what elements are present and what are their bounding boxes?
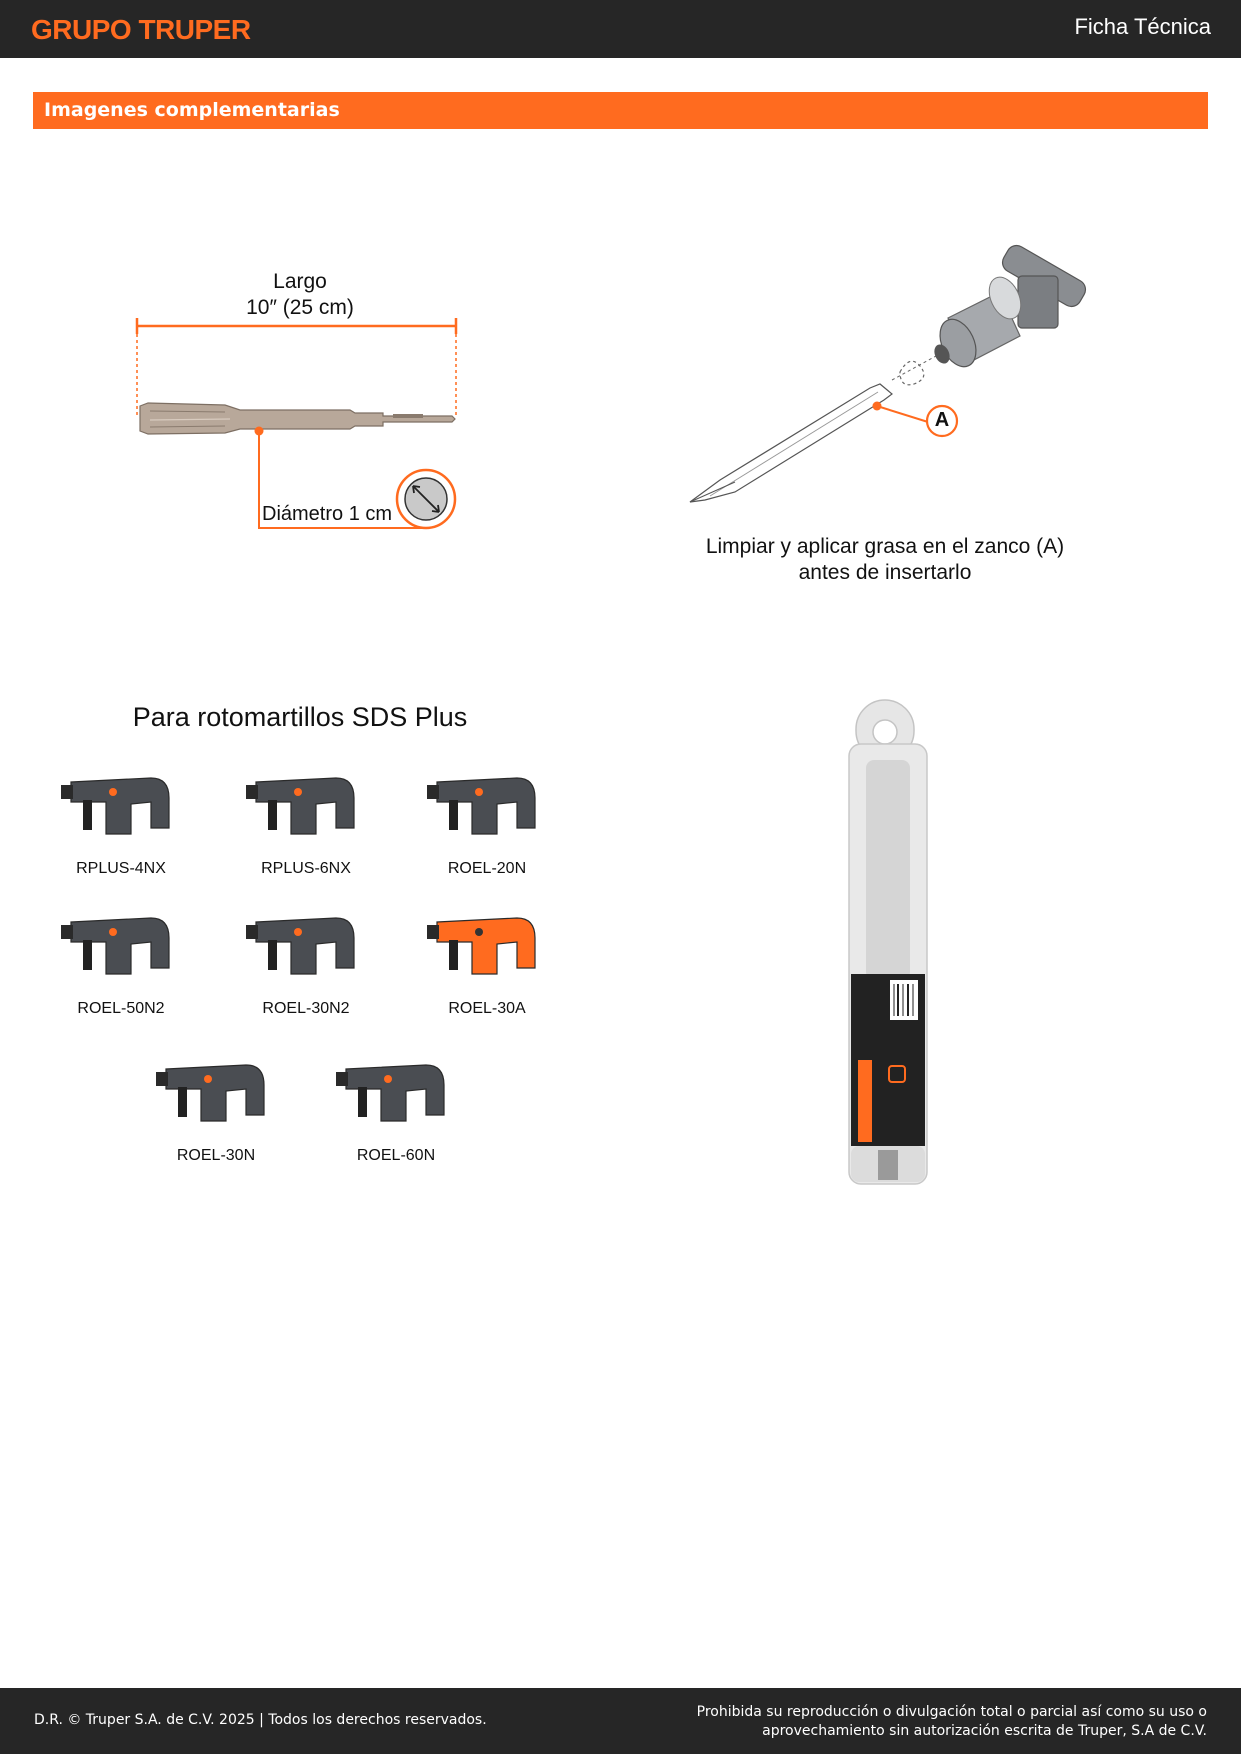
legal-notice-line-1: Prohibida su reproducción o divulgación total o parcial así como su uso o [696,1704,1207,1720]
length-value: 10″ (25 cm) [246,296,354,319]
compatibility-title: Para rotomartillos SDS Plus [132,702,468,732]
compatible-tool-label: ROEL-30N [176,1147,256,1164]
compatible-tool-label: RPLUS-6NX [261,860,351,877]
length-label: Largo [273,270,327,293]
shank-callout: A [934,409,950,431]
page-footer [0,1688,1241,1754]
compatible-tool-label: ROEL-30N2 [262,1000,350,1017]
compatible-tool-label: ROEL-60N [356,1147,436,1164]
caption-line-2: antes de insertarlo [798,561,972,584]
diameter-label: Diámetro 1 cm [262,503,393,525]
legal-notice-line-2: aprovechamiento sin autorización escrita de Truper, S.A de C.V. [762,1723,1207,1739]
caption-line-1: Limpiar y aplicar grasa en el zanco (A) [705,535,1065,558]
document-type: Ficha Técnica [1074,14,1211,39]
copyright-text: D.R. © Truper S.A. de C.V. 2025 | Todos los derechos reservados. [34,1712,487,1728]
legal-notice [697,1703,1207,1741]
section-title: Imagenes complementarias [44,99,340,121]
compatible-tool-label: RPLUS-4NX [76,860,166,877]
compatible-tool-label: ROEL-20N [447,860,527,877]
brand-logo: GRUPO TRUPER [31,14,251,45]
compatible-tool-label: ROEL-50N2 [77,1000,165,1017]
compatible-tool-label: ROEL-30A [448,1000,526,1017]
